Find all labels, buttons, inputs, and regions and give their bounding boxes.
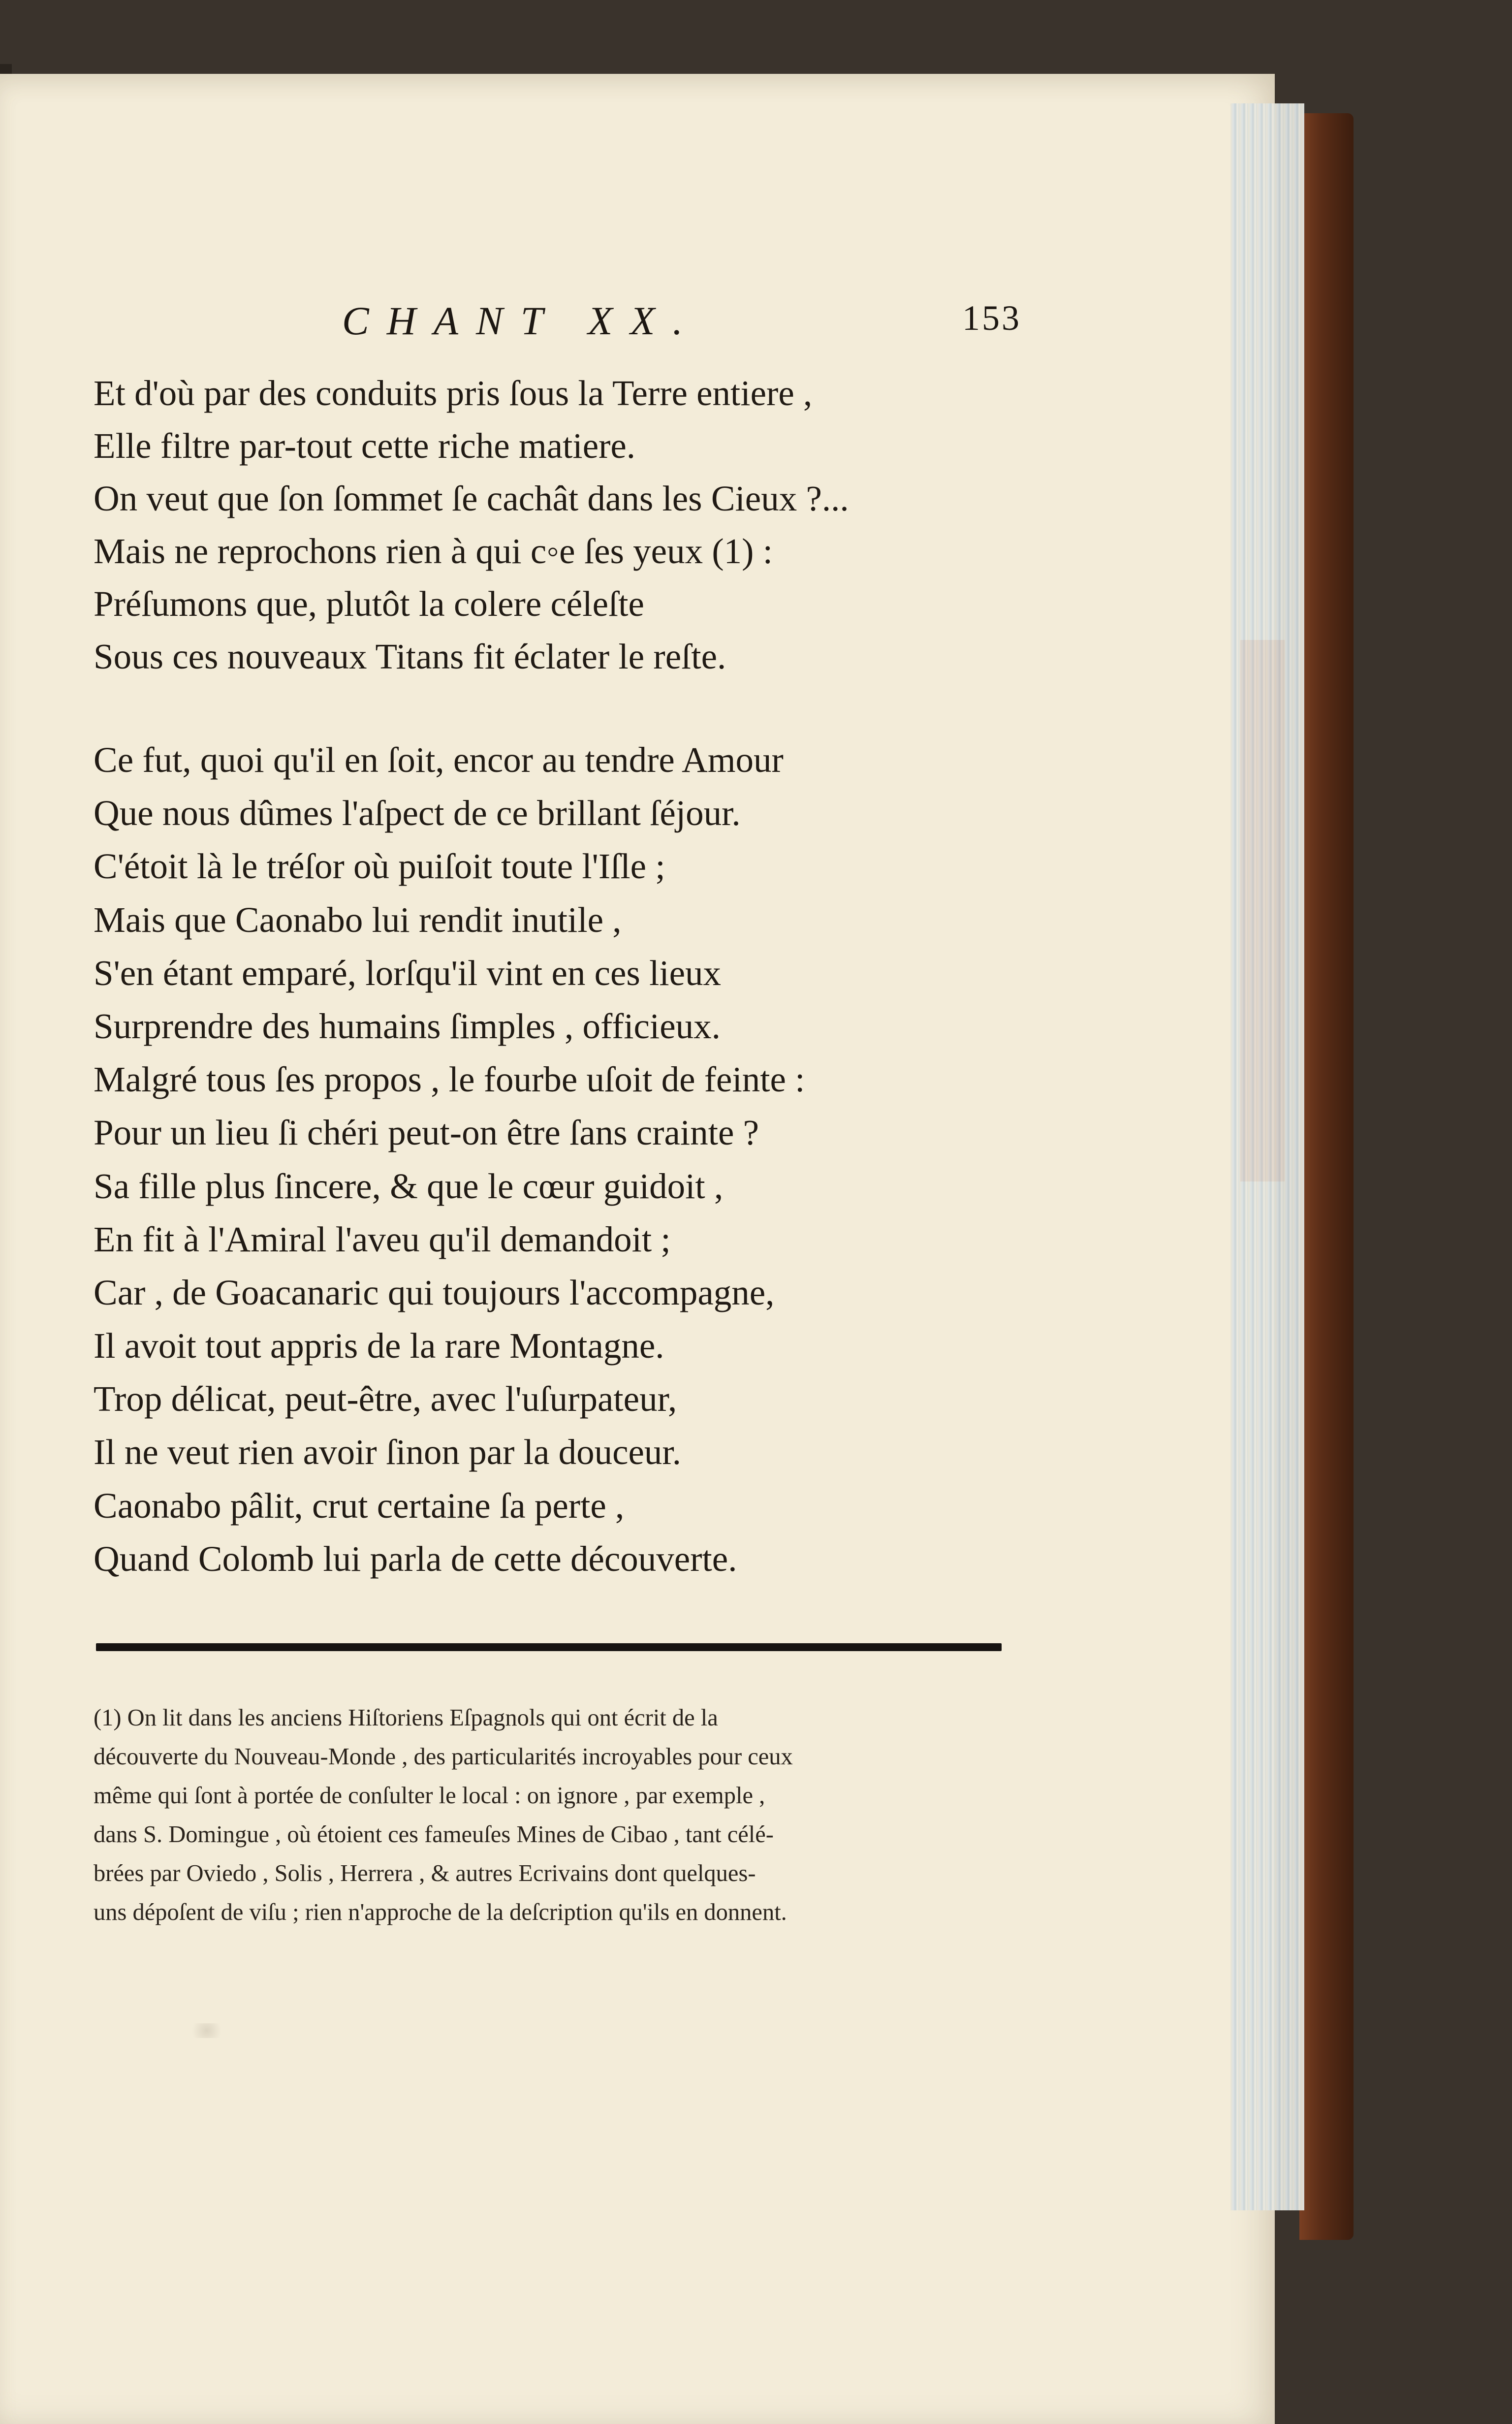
verse-line: Que nous dûmes l'aſpect de ce brillant ſéjour. <box>94 793 741 833</box>
verse-line: Car , de Goacanaric qui toujours l'accompagne, <box>94 1272 775 1312</box>
page-header <box>342 298 1021 352</box>
verse-line: Mais que Caonabo lui rendit inutile , <box>94 899 622 940</box>
footnote-line: dans S. Domingue , où étoient ces fameuſes Mines de Cibao , tant célé- <box>94 1821 774 1848</box>
footnote-line: (1) On lit dans les anciens Hiſtoriens Eſpagnols qui ont écrit de la <box>94 1705 718 1731</box>
page-number: 153 <box>962 298 1021 338</box>
verse-line: Mais ne reprochons rien à qui c◦e ſes yeux (1) : <box>94 531 773 571</box>
verse-line: Pour un lieu ſi chéri peut-on être ſans crainte ? <box>94 1113 759 1153</box>
verse-line: On veut que ſon ſommet ſe cachât dans les Cieux ?... <box>94 478 849 518</box>
verse-line: Surprendre des humains ſimples , officieux. <box>94 1006 721 1046</box>
verse-line: Il avoit tout appris de la rare Montagne. <box>94 1326 664 1366</box>
footnote-line: uns dépoſent de viſu ; rien n'approche de la deſcription qu'ils en donnent. <box>94 1899 787 1925</box>
footnote-rule <box>96 1643 1002 1651</box>
footnote-line: brées par Oviedo , Solis , Herrera , & autres Ecrivains dont quelques- <box>94 1860 756 1886</box>
page-edge-stain <box>1240 640 1285 1181</box>
verse-line: Quand Colomb lui parla de cette découverte. <box>94 1538 737 1579</box>
footnote-line: découverte du Nouveau-Monde , des particularités incroyables pour ceux <box>94 1744 793 1770</box>
verse-line: Trop délicat, peut-être, avec l'uſurpateur, <box>94 1379 677 1419</box>
book-cover-edge <box>1299 113 1354 2240</box>
verse-line: Malgré tous ſes propos , le fourbe uſoit de feinte : <box>94 1059 805 1100</box>
verse-line: En fit à l'Amiral l'aveu qu'il demandoit ; <box>94 1219 671 1259</box>
verse-line: Et d'où par des conduits pris ſous la Terre entiere , <box>94 373 813 413</box>
verse-line: S'en étant emparé, lorſqu'il vint en ces lieux <box>94 953 722 993</box>
stanza-1 <box>94 367 1039 683</box>
paper-smudge <box>187 2023 226 2038</box>
verse-line: Elle filtre par-tout cette riche matiere. <box>94 426 636 466</box>
running-title: CHANT XX. <box>342 298 700 343</box>
stanza-2 <box>94 734 1039 1586</box>
verse-line: Ce fut, quoi qu'il en ſoit, encor au tendre Amour <box>94 740 784 780</box>
verse-line: Sous ces nouveaux Titans fit éclater le reſte. <box>94 637 726 676</box>
verse-line: Préſumons que, plutôt la colere céleſte <box>94 584 644 624</box>
verse-line: Sa fille plus ſincere, & que le cœur guidoit , <box>94 1166 724 1206</box>
footnote <box>94 1698 1019 1932</box>
footnote-line: même qui ſont à portée de conſulter le local : on ignore , par exemple , <box>94 1783 765 1809</box>
verse-line: Il ne veut rien avoir ſinon par la douceur. <box>94 1432 681 1472</box>
verse-line: Caonabo pâlit, crut certaine ſa perte , <box>94 1485 625 1526</box>
verse-line: C'étoit là le tréſor où puiſoit toute l'Iſle ; <box>94 846 665 887</box>
